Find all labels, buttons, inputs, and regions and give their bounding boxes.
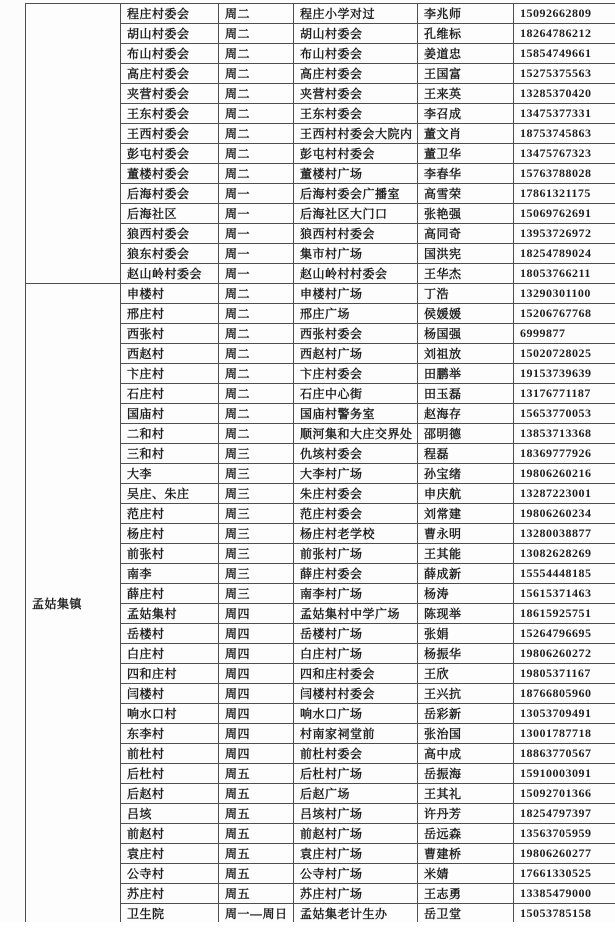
location-cell: 赵山岭村村委会 [294,264,418,284]
phone-cell: 13475767323 [514,144,615,164]
person-cell: 岳远森 [418,824,514,844]
village-cell: 后海社区 [121,204,219,224]
person-cell: 陈现举 [418,604,514,624]
location-cell: 前杜村委会 [294,744,418,764]
person-cell: 曹永明 [418,524,514,544]
village-cell: 夹营村委会 [121,84,219,104]
phone-cell: 19806260216 [514,464,615,484]
location-cell: 狼西村村委会 [294,224,418,244]
phone-cell: 13853713368 [514,424,615,444]
day-cell: 周三 [219,464,294,484]
location-cell: 董楼村广场 [294,164,418,184]
location-cell: 彭屯村村委会 [294,144,418,164]
day-cell: 周三 [219,584,294,604]
day-cell: 周二 [219,4,294,24]
phone-cell: 13176771187 [514,384,615,404]
phone-cell: 13082628269 [514,544,615,564]
phone-cell: 15854749661 [514,44,615,64]
person-cell: 杨国强 [418,324,514,344]
location-cell: 响水口广场 [294,704,418,724]
phone-cell: 18254789024 [514,244,615,264]
day-cell: 周三 [219,544,294,564]
phone-cell: 13285370420 [514,84,615,104]
village-cell: 孟姑集村 [121,604,219,624]
location-cell: 杨庄村老学校 [294,524,418,544]
location-cell: 申楼村广场 [294,284,418,304]
day-cell: 周二 [219,104,294,124]
person-cell: 程磊 [418,444,514,464]
person-cell: 王华杰 [418,264,514,284]
village-cell: 东李村 [121,724,219,744]
day-cell: 周二 [219,44,294,64]
person-cell: 高中成 [418,744,514,764]
village-cell: 后赵村 [121,784,219,804]
person-cell: 董文肖 [418,124,514,144]
location-cell: 后海村委会广播室 [294,184,418,204]
village-cell: 苏庄村 [121,884,219,904]
day-cell: 周五 [219,884,294,904]
location-cell: 夹营村委会 [294,84,418,104]
village-cell: 狼东村委会 [121,244,219,264]
day-cell: 周三 [219,504,294,524]
phone-cell: 18753745863 [514,124,615,144]
person-cell: 岳彩新 [418,704,514,724]
phone-cell: 15275375563 [514,64,615,84]
day-cell: 周五 [219,864,294,884]
person-cell: 岳振海 [418,764,514,784]
location-cell: 苏庄村广场 [294,884,418,904]
village-cell: 董楼村委会 [121,164,219,184]
location-cell: 集市村广场 [294,244,418,264]
location-cell: 国庙村警务室 [294,404,418,424]
location-cell: 孟姑集老计生办 [294,904,418,924]
person-cell: 李召成 [418,104,514,124]
village-cell: 前张村 [121,544,219,564]
village-cell: 白庄村 [121,644,219,664]
location-cell: 朱庄村委会 [294,484,418,504]
phone-cell: 13385479000 [514,884,615,904]
day-cell: 周三 [219,524,294,544]
day-cell: 周三 [219,484,294,504]
village-cell: 三和村 [121,444,219,464]
day-cell: 周二 [219,304,294,324]
person-cell: 王兴抗 [418,684,514,704]
village-cell: 南李 [121,564,219,584]
day-cell: 周四 [219,724,294,744]
village-cell: 二和村 [121,424,219,444]
phone-cell: 18615925751 [514,604,615,624]
location-cell: 后海社区大门口 [294,204,418,224]
person-cell: 国洪宪 [418,244,514,264]
person-cell: 孔维标 [418,24,514,44]
village-cell: 吴庄、朱庄 [121,484,219,504]
person-cell: 张艳强 [418,204,514,224]
location-cell: 顺河集和大庄交界处 [294,424,418,444]
location-cell: 邢庄广场 [294,304,418,324]
person-cell: 姜道忠 [418,44,514,64]
person-cell: 申庆航 [418,484,514,504]
day-cell: 周二 [219,84,294,104]
location-cell: 村南家祠堂前 [294,724,418,744]
village-cell: 程庄村委会 [121,4,219,24]
location-cell: 四和庄村委会 [294,664,418,684]
day-cell: 周二 [219,324,294,344]
village-cell: 吕垓 [121,804,219,824]
village-cell: 高庄村委会 [121,64,219,84]
day-cell: 周四 [219,744,294,764]
person-cell: 许丹芳 [418,804,514,824]
village-cell: 杨庄村 [121,524,219,544]
phone-cell: 18369777926 [514,444,615,464]
phone-cell: 15554448185 [514,564,615,584]
day-cell: 周一 [219,184,294,204]
day-cell: 周四 [219,664,294,684]
page-bottom-margin [0,922,615,933]
person-cell: 王其礼 [418,784,514,804]
phone-cell: 13287223001 [514,484,615,504]
schedule-table-body [26,4,615,924]
day-cell: 周四 [219,644,294,664]
day-cell: 周二 [219,284,294,304]
village-cell: 后海村委会 [121,184,219,204]
person-cell: 王来英 [418,84,514,104]
village-cell: 大李 [121,464,219,484]
location-cell: 王西村村委会大院内 [294,124,418,144]
person-cell: 董卫华 [418,144,514,164]
person-cell: 刘祖放 [418,344,514,364]
location-cell: 前张村广场 [294,544,418,564]
person-cell: 王欣 [418,664,514,684]
village-cell: 布山村委会 [121,44,219,64]
village-cell: 响水口村 [121,704,219,724]
person-cell: 孙宝绪 [418,464,514,484]
phone-cell: 13001787718 [514,724,615,744]
phone-cell: 18863770567 [514,744,615,764]
day-cell: 周三 [219,564,294,584]
person-cell: 王志勇 [418,884,514,904]
phone-cell: 13280038877 [514,524,615,544]
day-cell: 周三 [219,444,294,464]
location-cell: 吕垓村广场 [294,804,418,824]
phone-cell: 15910003091 [514,764,615,784]
day-cell: 周二 [219,344,294,364]
phone-cell: 13563705959 [514,824,615,844]
phone-cell: 18264786212 [514,24,615,44]
village-cell: 前赵村 [121,824,219,844]
day-cell: 周一 [219,264,294,284]
location-cell: 卞庄村委会 [294,364,418,384]
village-cell: 王东村委会 [121,104,219,124]
table-row [26,4,615,24]
table-row [26,284,615,304]
location-cell: 袁庄村广场 [294,844,418,864]
village-cell: 石庄村 [121,384,219,404]
person-cell: 田鹏举 [418,364,514,384]
phone-cell: 19153739639 [514,364,615,384]
day-cell: 周二 [219,424,294,444]
location-cell: 大李村广场 [294,464,418,484]
village-cell: 卞庄村 [121,364,219,384]
location-cell: 高庄村委会 [294,64,418,84]
person-cell: 邵明德 [418,424,514,444]
person-cell: 李兆师 [418,4,514,24]
day-cell: 周五 [219,844,294,864]
person-cell: 岳卫堂 [418,904,514,924]
person-cell: 曹建桥 [418,844,514,864]
day-cell: 周五 [219,764,294,784]
day-cell: 周二 [219,64,294,84]
phone-cell: 13290301100 [514,284,615,304]
village-cell: 西张村 [121,324,219,344]
person-cell: 杨涛 [418,584,514,604]
location-cell: 后赵广场 [294,784,418,804]
phone-cell: 15763788028 [514,164,615,184]
village-cell: 西赵村 [121,344,219,364]
person-cell: 丁浩 [418,284,514,304]
village-cell: 申楼村 [121,284,219,304]
day-cell: 周五 [219,824,294,844]
day-cell: 周四 [219,604,294,624]
day-cell: 周二 [219,164,294,184]
location-cell: 布山村委会 [294,44,418,64]
day-cell: 周四 [219,704,294,724]
town-group-cell: 孟姑集镇 [26,284,121,924]
person-cell: 高同奇 [418,224,514,244]
person-cell: 赵海存 [418,404,514,424]
day-cell: 周二 [219,124,294,144]
village-cell: 国庙村 [121,404,219,424]
phone-cell: 19806260277 [514,844,615,864]
day-cell: 周一 [219,204,294,224]
phone-cell: 15020728025 [514,344,615,364]
phone-cell: 15653770053 [514,404,615,424]
day-cell: 周五 [219,784,294,804]
phone-cell: 15053785158 [514,904,615,924]
phone-cell: 19806260234 [514,504,615,524]
village-cell: 公寺村 [121,864,219,884]
village-cell: 后杜村 [121,764,219,784]
person-cell: 刘常建 [418,504,514,524]
day-cell: 周二 [219,144,294,164]
phone-cell: 19806260272 [514,644,615,664]
location-cell: 白庄村广场 [294,644,418,664]
person-cell: 张治国 [418,724,514,744]
day-cell: 周一 [219,244,294,264]
phone-cell: 15069762691 [514,204,615,224]
village-cell: 胡山村委会 [121,24,219,44]
village-cell: 邢庄村 [121,304,219,324]
village-cell: 岳楼村 [121,624,219,644]
village-cell: 狼西村委会 [121,224,219,244]
phone-cell: 15264796695 [514,624,615,644]
person-cell: 高雪荣 [418,184,514,204]
phone-cell: 18254797397 [514,804,615,824]
phone-cell: 13475377331 [514,104,615,124]
day-cell: 周四 [219,684,294,704]
location-cell: 薛庄村委会 [294,564,418,584]
location-cell: 南李村广场 [294,584,418,604]
location-cell: 西张村委会 [294,324,418,344]
phone-cell: 13953726972 [514,224,615,244]
location-cell: 闫楼村村委会 [294,684,418,704]
person-cell: 杨振华 [418,644,514,664]
location-cell: 程庄小学对过 [294,4,418,24]
location-cell: 仇垓村委会 [294,444,418,464]
location-cell: 前赵村广场 [294,824,418,844]
village-schedule-table [25,3,615,924]
village-cell: 薛庄村 [121,584,219,604]
day-cell: 周二 [219,364,294,384]
person-cell: 侯媛媛 [418,304,514,324]
phone-cell: 15092701366 [514,784,615,804]
person-cell: 王其能 [418,544,514,564]
location-cell: 岳楼村广场 [294,624,418,644]
village-cell: 彭屯村委会 [121,144,219,164]
person-cell: 米婧 [418,864,514,884]
village-cell: 四和庄村 [121,664,219,684]
phone-cell: 17661330525 [514,864,615,884]
village-cell: 赵山岭村委会 [121,264,219,284]
person-cell: 李春华 [418,164,514,184]
day-cell: 周五 [219,804,294,824]
phone-cell: 15092662809 [514,4,615,24]
location-cell: 公寺村广场 [294,864,418,884]
day-cell: 周一 [219,224,294,244]
location-cell: 范庄村委会 [294,504,418,524]
location-cell: 石庄中心街 [294,384,418,404]
village-cell: 闫楼村 [121,684,219,704]
village-cell: 范庄村 [121,504,219,524]
person-cell: 王国富 [418,64,514,84]
phone-cell: 6999877 [514,324,615,344]
phone-cell: 18766805960 [514,684,615,704]
day-cell: 周二 [219,384,294,404]
location-cell: 王东村委会 [294,104,418,124]
day-cell: 周四 [219,624,294,644]
location-cell: 西赵村广场 [294,344,418,364]
day-cell: 周二 [219,404,294,424]
phone-cell: 15206767768 [514,304,615,324]
village-cell: 前杜村 [121,744,219,764]
phone-cell: 17861321175 [514,184,615,204]
village-cell: 袁庄村 [121,844,219,864]
day-cell: 周一—周日 [219,904,294,924]
village-cell: 王西村委会 [121,124,219,144]
phone-cell: 19805371167 [514,664,615,684]
village-cell: 卫生院 [121,904,219,924]
phone-cell: 13053709491 [514,704,615,724]
person-cell: 田玉磊 [418,384,514,404]
day-cell: 周二 [219,24,294,44]
location-cell: 后杜村广场 [294,764,418,784]
phone-cell: 15615371463 [514,584,615,604]
person-cell: 薛成新 [418,564,514,584]
location-cell: 胡山村委会 [294,24,418,44]
phone-cell: 18053766211 [514,264,615,284]
town-group-cell [26,4,121,284]
person-cell: 张娟 [418,624,514,644]
location-cell: 孟姑集村中学广场 [294,604,418,624]
